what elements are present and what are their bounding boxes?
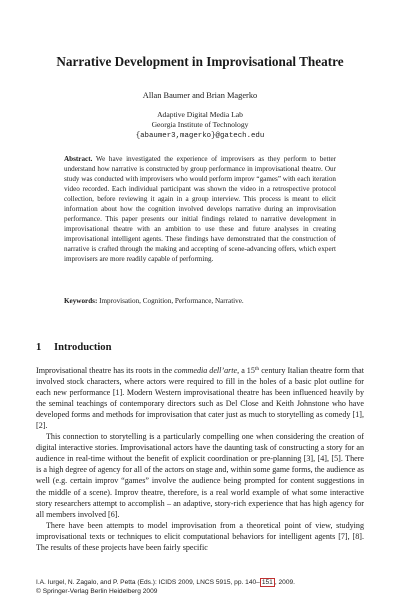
keywords-label: Keywords: bbox=[64, 297, 98, 305]
affiliation bbox=[0, 110, 400, 141]
footer bbox=[36, 579, 366, 596]
paragraph-3: There have been attempts to model improvisation from a theoretical point of view, studying improvisational texts or techniques to elicit computational behaviors for intelligent agents [7], [8]. The results of these projects have been fairly specific bbox=[36, 520, 364, 552]
affiliation-institution: Georgia Institute of Technology bbox=[151, 120, 249, 130]
citation-year: , 2009. bbox=[274, 579, 296, 586]
abstract bbox=[64, 154, 336, 265]
citation-page-link[interactable]: 151 bbox=[261, 579, 273, 586]
p1-superscript: th bbox=[254, 366, 260, 372]
body-text bbox=[36, 365, 364, 553]
paper-title: Narrative Development in Improvisational Theatre bbox=[56, 54, 344, 69]
authors: Allan Baumer and Brian Magerko bbox=[142, 91, 258, 100]
section-heading bbox=[36, 342, 112, 353]
section-title: Introduction bbox=[54, 342, 112, 353]
keywords bbox=[64, 297, 336, 305]
keywords-text: Improvisation, Cognition, Performance, Narrative. bbox=[99, 297, 244, 305]
affiliation-lab: Adaptive Digital Media Lab bbox=[157, 110, 243, 119]
abstract-label: Abstract. bbox=[64, 155, 93, 163]
section-number: 1 bbox=[36, 342, 42, 353]
affiliation-email: {abaumer3,magerko}@gatech.edu bbox=[135, 131, 265, 140]
paragraph-2: This connection to storytelling is a particularly compelling one when considering the creation of digital interactive stories. Improvisational actors have the daunting task of constructing a story for an audience in real-time without the benefit of explicit coordination or pre-planning [3], [4], [5]. There is a high degree of agency for all of the actors on stage and, within some game forms, the audience as well (e.g. certain improv “games” involve the audience being prompted for content suggestions in the middle of a scene). Improv theatre, therefore, is a real world example of what some interactive story researchers attempt to accomplish – an adaptive, story-rich experience that has high agency for all members involved [6]. bbox=[36, 432, 364, 519]
paragraph-1 bbox=[36, 365, 364, 431]
footer-citation bbox=[36, 579, 366, 588]
p1-text-a: Improvisational theatre has its roots in the bbox=[36, 366, 175, 375]
p1-text-b: , a 15 bbox=[237, 366, 255, 375]
p1-emphasis: commedia dell’arte bbox=[174, 366, 238, 375]
footer-copyright: © Springer-Verlag Berlin Heidelberg 2009 bbox=[36, 587, 158, 595]
citation-text: I.A. Iurgel, N. Zagalo, and P. Petta (Eds.): ICIDS 2009, LNCS 5915, pp. 140– bbox=[36, 579, 260, 586]
p1-text-c: century Italian theatre form that involved stock characters, where actors were required to fill in the holes of a basic plot outline for each new performance [1]. Modern Western improvisational theatre has been influenced heavily by the seminal teachings of contemporary directors such as Del Close and Keith Johnstone who have developed forms and methods for improvisation that cater just as much to storytelling as comedy [1], [2]. bbox=[36, 366, 364, 431]
abstract-text: We have investigated the experience of improvisers as they perform to better understand how narrative is constructed by group performance in improvisational theatre. Our study was conducted with improvisers who would perform improv “games” with each iteration video recorded. Each individual participant was shown the video in a retrospective protocol collection, before reviewing it again in a group interview. This process is meant to elicit information about how the cognition involved develops narrative during an improvisation performance. This paper presents our initial findings related to narrative development in improvisational theatre with an ambition to use these and future analyses in creating improvisational intelligent agents. These findings have demonstrated that the construction of narrative is crafted through the making and accepting of scene-advancing offers, which expert improvisers are more readily capable of performing. bbox=[64, 155, 337, 264]
